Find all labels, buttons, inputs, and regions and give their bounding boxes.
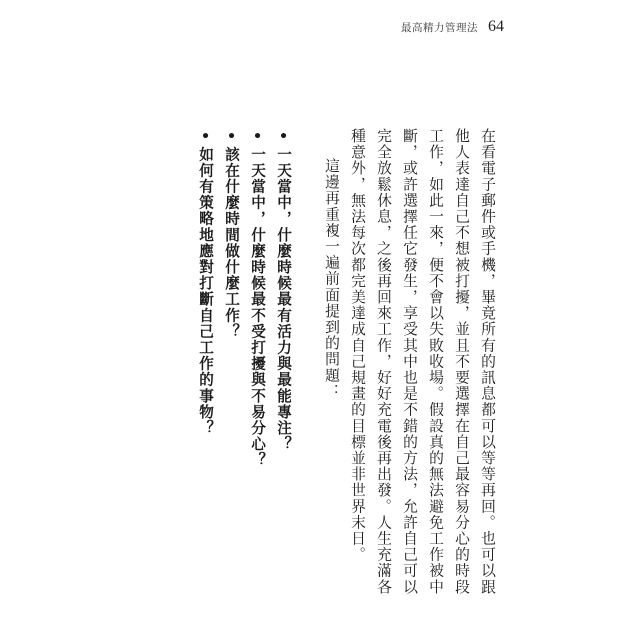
body-paragraph: 在看電子郵件或手機，畢竟所有的訊息都可以等等再回。也可以跟他人表達自己不想被打擾，並且不要選擇在自己最容易分心的時段工作，如此一來，便不會以失敗收場。假設真的無法避免工作被中斷，或許選擇任它發生，享受其中也是不錯的方法，允許自己可以完全放鬆休息，之後再回來工作，好好充電後再出發。人生充滿各種意外，無法每次都完美達成自己規畫的目標並非世界末日。 bbox=[349, 128, 496, 595]
book-title: 最高精力管理法 bbox=[401, 22, 478, 34]
question-text: 如何有策略地應對打斷自己工作的事物？ bbox=[197, 146, 214, 437]
bullet-icon: • bbox=[249, 128, 266, 147]
page-number: 64 bbox=[488, 18, 504, 35]
question-text: 該在什麼時間做什麼工作？ bbox=[223, 146, 240, 340]
bullet-icon: • bbox=[223, 128, 240, 147]
bullet-icon: • bbox=[275, 128, 292, 147]
question-text: 一天當中，什麼時候最有活力與最能專注？ bbox=[275, 146, 292, 453]
question-item-2 bbox=[244, 128, 270, 598]
running-header bbox=[401, 18, 504, 36]
question-item-1 bbox=[270, 128, 296, 598]
question-item-3 bbox=[218, 128, 244, 598]
question-text: 一天當中，什麼時候最不受打擾與不易分心？ bbox=[249, 146, 266, 469]
page-body bbox=[192, 128, 500, 598]
body-paragraph-intro-questions: 這邊再重複一遍前面提到的問題： bbox=[323, 157, 340, 400]
question-item-4 bbox=[192, 128, 218, 598]
bullet-icon: • bbox=[197, 128, 214, 147]
